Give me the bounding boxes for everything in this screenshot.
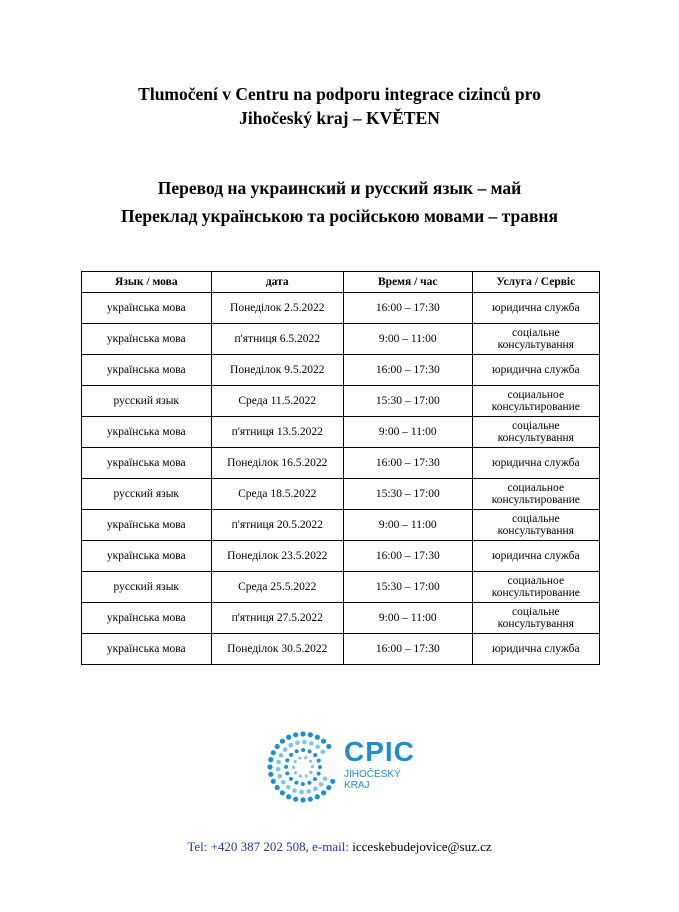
cell-date: Понеділок 16.5.2022	[211, 448, 343, 479]
logo-dot	[275, 785, 280, 790]
cell-date: Понеділок 23.5.2022	[211, 541, 343, 572]
cell-service: соціальне консультування	[472, 324, 599, 355]
logo-dot	[277, 774, 282, 779]
logo-dot	[315, 744, 320, 749]
title-czech-line1: Tlumočení v Centru na podporu integrace cizinců pro	[138, 84, 541, 104]
cell-date: п'ятниця 27.5.2022	[211, 603, 343, 634]
footer-tel: Tel: +420 387 202 508, e-mail:	[187, 839, 350, 854]
cell-date: Понеділок 30.5.2022	[211, 634, 343, 665]
logo-dot	[280, 790, 285, 795]
cell-time: 9:00 – 11:00	[343, 324, 472, 355]
logo-dot	[304, 756, 307, 759]
cell-date: Понеділок 9.5.2022	[211, 355, 343, 386]
footer-contact	[0, 839, 679, 855]
logo-dot	[302, 740, 307, 745]
logo-dot	[309, 760, 312, 763]
cell-service: юридична служба	[472, 448, 599, 479]
logo-dot	[299, 775, 302, 778]
cell-language: українська мова	[82, 355, 212, 386]
cell-date: Понеділок 2.5.2022	[211, 293, 343, 324]
logo-dot	[301, 748, 305, 752]
title-czech	[0, 82, 679, 130]
cell-time: 15:30 – 17:00	[343, 572, 472, 603]
logo-dot	[313, 753, 317, 757]
logo-dot	[286, 794, 291, 799]
logo-dot	[293, 797, 298, 802]
logo-dot	[311, 765, 314, 768]
table-row	[82, 541, 600, 572]
cell-service: социальное консультирование	[472, 386, 599, 417]
cell-service: юридична служба	[472, 355, 599, 386]
logo-dot	[284, 765, 288, 769]
table-row	[82, 479, 600, 510]
cell-date: п'ятниця 6.5.2022	[211, 324, 343, 355]
logo-dot	[306, 789, 311, 794]
logo-dot	[276, 760, 281, 765]
header-language: Язык / мова	[82, 272, 212, 293]
table-row	[82, 324, 600, 355]
cell-language: українська мова	[82, 603, 212, 634]
logo-dot	[323, 776, 328, 781]
logo-dot	[285, 771, 289, 775]
cell-service: социальное консультирование	[472, 572, 599, 603]
logo-dot	[268, 772, 273, 777]
cell-language: українська мова	[82, 634, 212, 665]
logo-dot	[321, 739, 326, 744]
logo-dot	[326, 744, 331, 749]
cell-service: соціальне консультування	[472, 510, 599, 541]
cell-date: п'ятниця 13.5.2022	[211, 417, 343, 448]
cpic-logo	[344, 738, 415, 791]
cell-language: українська мова	[82, 510, 212, 541]
table-row	[82, 417, 600, 448]
logo-dot	[308, 732, 313, 737]
logo-dot	[299, 790, 304, 795]
cell-language: українська мова	[82, 417, 212, 448]
cell-time: 9:00 – 11:00	[343, 417, 472, 448]
logo-dot	[313, 786, 318, 791]
cell-language: українська мова	[82, 448, 212, 479]
logo-name: CPIC	[344, 736, 415, 767]
logo-dot	[298, 756, 301, 759]
cell-date: п'ятниця 20.5.2022	[211, 510, 343, 541]
cell-time: 16:00 – 17:30	[343, 293, 472, 324]
logo-dot	[271, 750, 276, 755]
logo-dot	[313, 777, 317, 781]
logo-dot	[318, 765, 322, 769]
logo-dot	[289, 777, 293, 781]
logo-dot	[321, 749, 326, 754]
header-date: дата	[211, 272, 343, 293]
logo-dot	[275, 744, 280, 749]
cell-date: Среда 18.5.2022	[211, 479, 343, 510]
cell-time: 16:00 – 17:30	[343, 355, 472, 386]
logo-line2: KRAJ	[344, 780, 370, 791]
table-row	[82, 603, 600, 634]
cell-service: юридична служба	[472, 634, 599, 665]
table-row	[82, 572, 600, 603]
logo-dot	[286, 735, 291, 740]
cell-time: 15:30 – 17:00	[343, 479, 472, 510]
logo-dot	[321, 790, 326, 795]
logo-dot	[288, 743, 293, 748]
table-row	[82, 634, 600, 665]
logo-dot	[294, 771, 297, 774]
logo-dot	[283, 747, 288, 752]
logo-dot	[271, 779, 276, 784]
logo-dot	[309, 741, 314, 746]
title-russian: Перевод на украинский и русский язык – май	[157, 178, 522, 198]
cell-language: русский язык	[82, 572, 212, 603]
logo-dot	[295, 740, 300, 745]
logo-dot	[326, 785, 331, 790]
logo-dot	[305, 774, 308, 777]
cell-time: 16:00 – 17:30	[343, 448, 472, 479]
cell-language: русский язык	[82, 479, 212, 510]
table-body	[82, 293, 600, 665]
table-header-row	[82, 272, 600, 293]
table-row	[82, 293, 600, 324]
logo-dot	[300, 731, 305, 736]
cell-time: 15:30 – 17:00	[343, 386, 472, 417]
logo-dot	[317, 759, 321, 763]
table-row	[82, 355, 600, 386]
cell-service: соціальне консультування	[472, 417, 599, 448]
cell-service: соціальне консультування	[472, 603, 599, 634]
cell-time: 16:00 – 17:30	[343, 634, 472, 665]
logo-dot	[292, 766, 295, 769]
logo-dot	[307, 781, 311, 785]
cell-service: юридична служба	[472, 541, 599, 572]
cell-language: русский язык	[82, 386, 212, 417]
logo-dot	[315, 735, 320, 740]
header-service: Услуга / Сервіс	[472, 272, 599, 293]
cell-service: социальное консультирование	[472, 479, 599, 510]
cell-date: Среда 11.5.2022	[211, 386, 343, 417]
logo-dot	[267, 764, 272, 769]
title-translations	[0, 174, 679, 230]
logo-line1: JIHOČESKÝ	[344, 769, 401, 780]
cell-language: українська мова	[82, 293, 212, 324]
logo-dot	[281, 780, 286, 785]
logo-dot	[317, 772, 321, 776]
logo-dot	[300, 797, 305, 802]
logo-dot	[309, 771, 312, 774]
schedule-table	[81, 271, 600, 665]
logo-dot	[276, 767, 281, 772]
logo-dot	[286, 785, 291, 790]
cell-date: Среда 25.5.2022	[211, 572, 343, 603]
cell-service: юридична служба	[472, 293, 599, 324]
logo-dot	[289, 753, 293, 757]
logo-dot	[280, 739, 285, 744]
cell-time: 16:00 – 17:30	[343, 541, 472, 572]
cell-language: українська мова	[82, 541, 212, 572]
logo-dot	[295, 749, 299, 753]
logo-dot	[301, 782, 305, 786]
logo-dot	[294, 760, 297, 763]
header-time: Время / час	[343, 272, 472, 293]
cell-time: 9:00 – 11:00	[343, 603, 472, 634]
logo-dot	[315, 794, 320, 799]
cell-language: українська мова	[82, 324, 212, 355]
table-row	[82, 510, 600, 541]
logo-dot	[268, 757, 273, 762]
logo-dot	[330, 779, 335, 784]
logo-dot	[279, 753, 284, 758]
logo-dot	[308, 797, 313, 802]
logo-dot	[285, 758, 289, 762]
table-row	[82, 448, 600, 479]
logo-dot	[294, 781, 298, 785]
logo-dot	[308, 749, 312, 753]
table-row	[82, 386, 600, 417]
logo-dot	[292, 788, 297, 793]
cell-time: 9:00 – 11:00	[343, 510, 472, 541]
title-ukrainian: Переклад українською та російською мовами – травня	[121, 206, 558, 226]
logo-dot	[293, 732, 298, 737]
logo-dot	[319, 782, 324, 787]
title-czech-line2: Jihočeský kraj – KVĚTEN	[239, 108, 440, 128]
footer-email[interactable]: icceskebudejovice@suz.cz	[352, 839, 492, 854]
